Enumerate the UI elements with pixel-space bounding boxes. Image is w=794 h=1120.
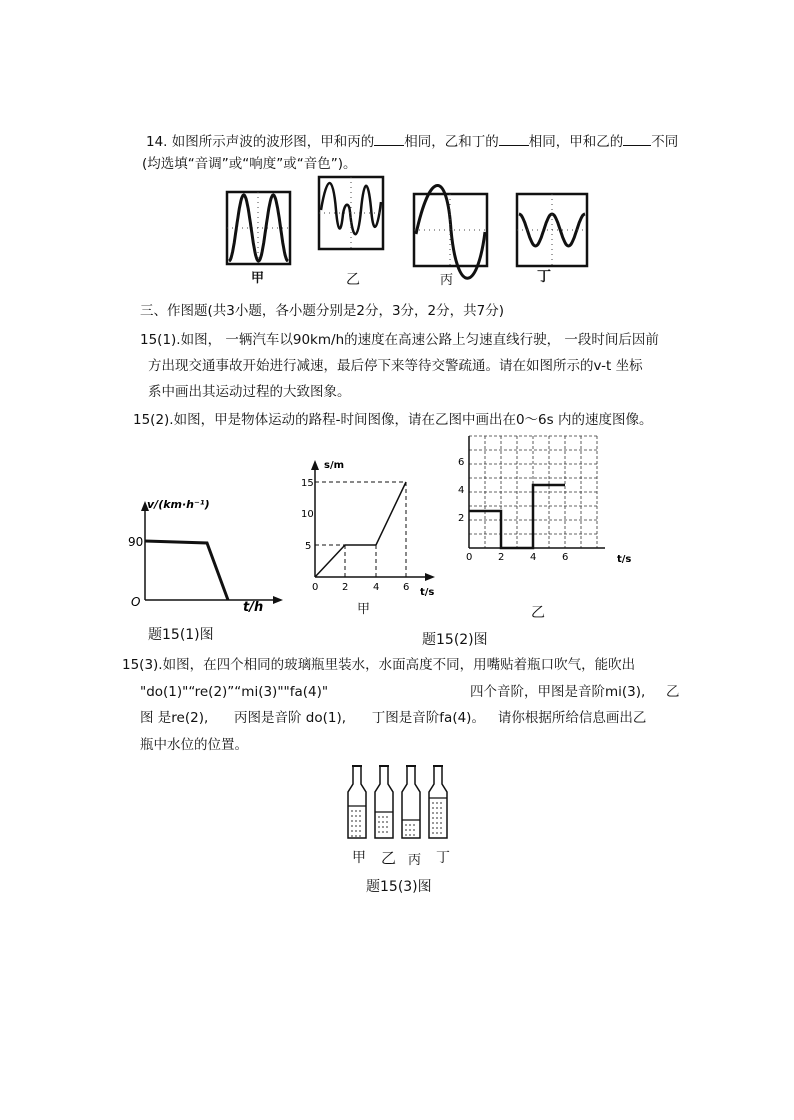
fig-15-1-caption: 题15(1)图 bbox=[148, 627, 214, 643]
q14-number: 14. bbox=[146, 134, 168, 150]
fig-15-1-vt-graph bbox=[125, 495, 285, 620]
fig-15-1-xlabel: t/h bbox=[243, 600, 264, 615]
label-jia: 甲 bbox=[251, 271, 265, 286]
bottle-label-jia: 甲 bbox=[352, 850, 366, 866]
fig-yi-grid-graph bbox=[450, 432, 640, 580]
fig-jia-xtick-2: 2 bbox=[342, 582, 349, 593]
fig-yi-ytick-6: 6 bbox=[458, 457, 465, 468]
label-bing: 丙 bbox=[440, 273, 454, 288]
q15-1-line1: 15(1).如图， 一辆汽车以90km/h的速度在高速公路上匀速直线行驶， 一段时间后因前 bbox=[140, 332, 659, 348]
fig-15-1-ylabel: v/(km·h⁻¹) bbox=[147, 498, 210, 511]
fig-yi-label: 乙 bbox=[531, 605, 545, 621]
q15-3-line3: 图 是re(2), 丙图是音阶 do(1), 丁图是音阶fa(4)。 请你根据所给信息画出乙 bbox=[140, 710, 647, 726]
q15-1-line2: 方出现交通事故开始进行减速，最后停下来等待交警疏通。请在如图所示的v-t 坐标 bbox=[148, 358, 643, 374]
q14-text-part2: 相同，乙和丁的 bbox=[404, 134, 499, 150]
q14-blank-1[interactable] bbox=[374, 133, 404, 146]
q15-1-line3: 系中画出其运动过程的大致图象。 bbox=[148, 384, 351, 400]
fig-15-2-caption: 题15(2)图 bbox=[422, 632, 488, 648]
q15-3-line1: 15(3).如图，在四个相同的玻璃瓶里装水，水面高度不同，用嘴贴着瓶口吹气，能吹出 bbox=[122, 657, 636, 673]
fig-jia-ytick-5: 5 bbox=[305, 541, 312, 552]
fig-yi-ytick-2: 2 bbox=[458, 513, 465, 524]
fig-jia-xtick-4: 4 bbox=[373, 582, 380, 593]
bottle-yi bbox=[375, 766, 393, 838]
fig-yi-ytick-4: 4 bbox=[458, 485, 465, 496]
q14-blank-3[interactable] bbox=[623, 133, 651, 146]
fig-jia-xtick-0: 0 bbox=[312, 582, 319, 593]
bottle-label-yi: 乙 bbox=[381, 849, 397, 867]
fig-jia-ylabel: s/m bbox=[324, 460, 345, 471]
fig-yi-xtick-0: 0 bbox=[466, 552, 473, 563]
fig-jia-xtick-6: 6 bbox=[403, 582, 410, 593]
bottle-bing bbox=[402, 766, 420, 838]
fig-15-1-origin: O bbox=[131, 595, 141, 609]
q15-3-line2c: 乙 bbox=[666, 684, 680, 700]
bottle-ding bbox=[429, 766, 447, 838]
fig-15-1-ytick-90: 90 bbox=[128, 535, 144, 549]
label-ding: 丁 bbox=[537, 269, 551, 285]
fig-jia-st-graph bbox=[298, 455, 448, 600]
q14-line1 bbox=[146, 133, 678, 150]
bottle-jia bbox=[348, 766, 366, 838]
fig-jia-ytick-15: 15 bbox=[301, 478, 314, 489]
fig-yi-xlabel: t/s bbox=[617, 554, 632, 565]
bottle-label-bing: 丙 bbox=[408, 853, 422, 868]
bottles-figure bbox=[340, 762, 460, 844]
q14-line2: (均选填“音调”或“响度”或“音色”)。 bbox=[142, 156, 357, 172]
q15-3-line2b: 四个音阶，甲图是音阶mi(3), bbox=[470, 684, 646, 700]
q14-text-part3: 相同，甲和乙的 bbox=[528, 134, 624, 150]
q14-blank-2[interactable] bbox=[499, 133, 529, 146]
fig-yi-xtick-4: 4 bbox=[530, 552, 537, 563]
fig-jia-ytick-10: 10 bbox=[301, 509, 314, 520]
section-3-heading: 三、作图题(共3小题，各小题分别是2分，3分，2分，共7分) bbox=[140, 303, 504, 319]
fig-15-3-caption: 题15(3)图 bbox=[366, 879, 432, 895]
q15-3-line4: 瓶中水位的位置。 bbox=[140, 737, 248, 753]
q15-2-line1: 15(2).如图，甲是物体运动的路程-时间图像，请在乙图中画出在0～6s 内的速度图像。 bbox=[133, 412, 653, 428]
fig-yi-xtick-6: 6 bbox=[562, 552, 569, 563]
q15-3-line2a: "do(1)"“re(2)”“mi(3)""fa(4)" bbox=[140, 684, 329, 700]
q14-text-part1: 如图所示声波的波形图，甲和丙的 bbox=[171, 134, 375, 150]
fig-jia-label: 甲 bbox=[357, 602, 371, 617]
label-yi: 乙 bbox=[346, 272, 360, 288]
fig-jia-xlabel: t/s bbox=[420, 587, 435, 598]
bottle-label-ding: 丁 bbox=[436, 850, 450, 866]
q14-text-part4: 不同 bbox=[651, 134, 679, 150]
fig-yi-xtick-2: 2 bbox=[498, 552, 505, 563]
